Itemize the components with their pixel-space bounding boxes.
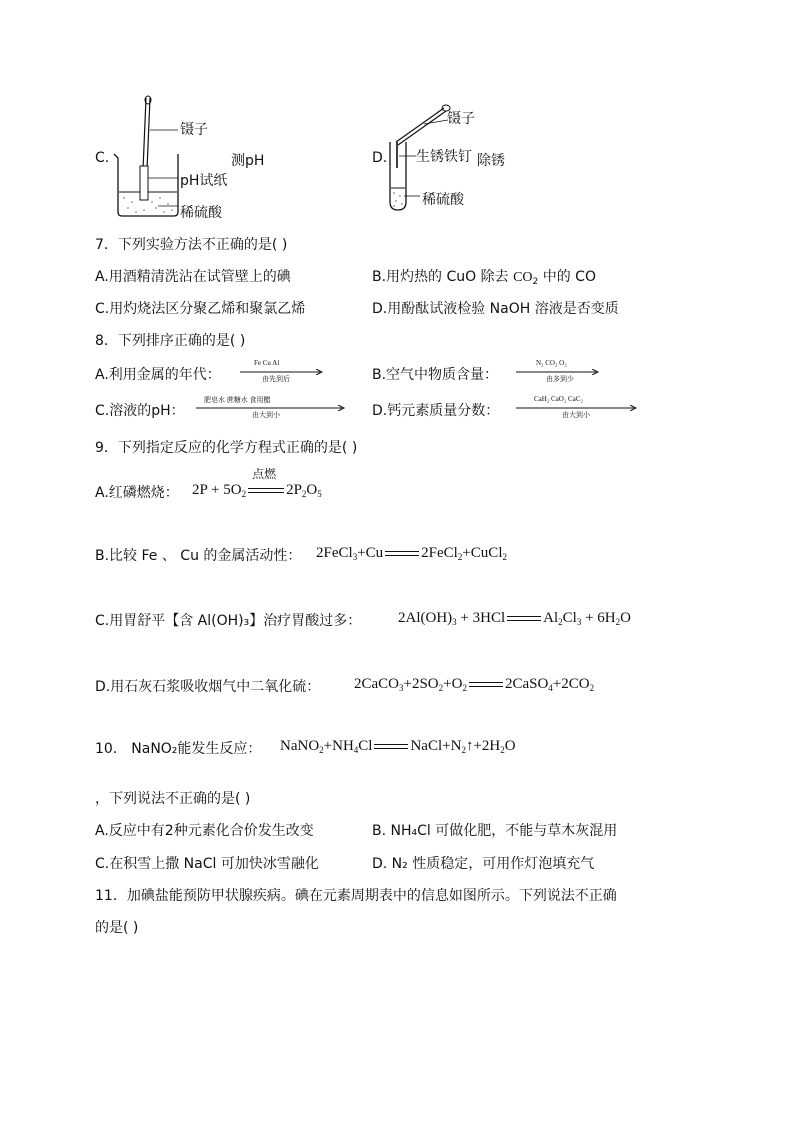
q8-option-c-text: C.溶液的pH： [95,403,185,419]
q8-c-arrow-top: 肥皂水 蔗糖水 食用醋 [204,396,271,404]
q8-b-arrow-top: N₂ CO₂ O₂ [536,359,567,367]
label-dilute-acid-c: 稀硫酸 [180,205,222,221]
q9-option-c-text: C.用胃舒平【含 Al(OH)₃】治疗胃酸过多： [95,613,362,629]
figure-d-caption: 除锈 [477,153,505,169]
question-8-stem: 8．下列排序正确的是( ) [95,333,246,349]
q9-option-a-text: A.红磷燃烧： [95,485,179,501]
q7-option-c: C.用灼烧法区分聚乙烯和聚氯乙烯 [95,301,306,317]
q8-d-arrow-bottom: 由大到小 [562,411,590,419]
q7-co2-formula: CO [513,270,533,285]
label-rusty-nail: 生锈铁钉 [416,149,472,165]
q7-option-b-post: 中的 CO [538,269,596,285]
label-tweezers-d: 镊子 [447,111,475,127]
q10-option-b: B. NH₄Cl 可做化肥，不能与草木灰混用 [372,823,618,839]
question-11-line-1: 11．加碘盐能预防甲状腺疾病。碘在元素周期表中的信息如图所示。下列说法不正确 [95,888,617,904]
question-9-stem: 9．下列指定反应的化学方程式正确的是( ) [95,440,358,456]
q10-option-d: D. N₂ 性质稳定，可用作灯泡填充气 [372,856,595,872]
q9-equation-a: $2P + 5O_2$ 点燃 $2P_2O_5$ [192,467,322,499]
q7-option-b [372,266,596,287]
q9-a-condition: 点燃 [252,467,277,481]
q7-option-b-pre: B.用灼热的 CuO 除去 [372,269,514,285]
q8-a-arrow-top: Fe Cu Al [254,359,280,367]
beaker-ph-test-diagram [108,94,188,222]
q9-option-d-text: D.用石灰石浆吸收烟气中二氧化硫： [95,679,321,695]
q8-option-b-text: B.空气中物质含量： [372,367,499,383]
q9-equation-d: $2CaCO_3+2SO_2+O_2$ $2CaSO_4+2CO_2$ [354,676,595,693]
question-10-stem: 10． NaNO₂能发生反应： [95,741,262,757]
q7-co2-subscript: 2 [532,277,539,287]
q7-option-a: A.用酒精清洗沾在试管壁上的碘 [95,269,291,285]
q8-d-arrow-top: CaH₂ CaO₂ CaC₂ [534,395,583,403]
q8-option-d-text: D.钙元素质量分数： [372,403,500,419]
q8-option-a-arrow [240,359,324,383]
q7-option-d: D.用酚酞试液检验 NaOH 溶液是否变质 [372,301,619,317]
question-11-line-2: 的是( ) [95,920,139,936]
option-letter-c: C. [95,150,110,166]
label-ph-paper: pH试纸 [180,173,228,189]
q8-option-d-arrow [516,395,638,419]
q10-option-c: C.在积雪上撒 NaCl 可加快冰雪融化 [95,856,319,872]
q8-a-arrow-bottom: 由先到后 [262,375,290,383]
q9-option-b-text: B.比较 Fe 、 Cu 的金属活动性： [95,548,302,564]
question-7-stem: 7．下列实验方法不正确的是( ) [95,237,288,253]
figure-c-caption: 测pH [231,153,265,169]
option-letter-d: D. [372,150,388,166]
q8-b-arrow-bottom: 由多到少 [546,375,574,383]
q10-option-a: A.反应中有2种元素化合价发生改变 [95,823,314,839]
label-tweezers-c: 镊子 [180,122,208,138]
q8-c-arrow-bottom: 由大到小 [252,411,280,419]
q9-equation-c: $2Al(OH)_3 + 3HCl$ $Al_2Cl_3 + 6H_2O$ [398,610,631,627]
q8-option-c-arrow [196,395,346,419]
q10-equation: $NaNO_2+NH_4Cl$ $NaCl+N_2↑+2H_2O$ [280,738,516,755]
q8-option-a-text: A.利用金属的年代： [95,367,221,383]
label-dilute-acid-d: 稀硫酸 [422,192,464,208]
question-10-stem-continued: ，下列说法不正确的是( ) [95,791,251,807]
q9-equation-b: 2FeCl$_3$+Cu 2FeCl$_2$+CuCl$_2$ [316,545,507,562]
q8-option-b-arrow [516,359,600,383]
